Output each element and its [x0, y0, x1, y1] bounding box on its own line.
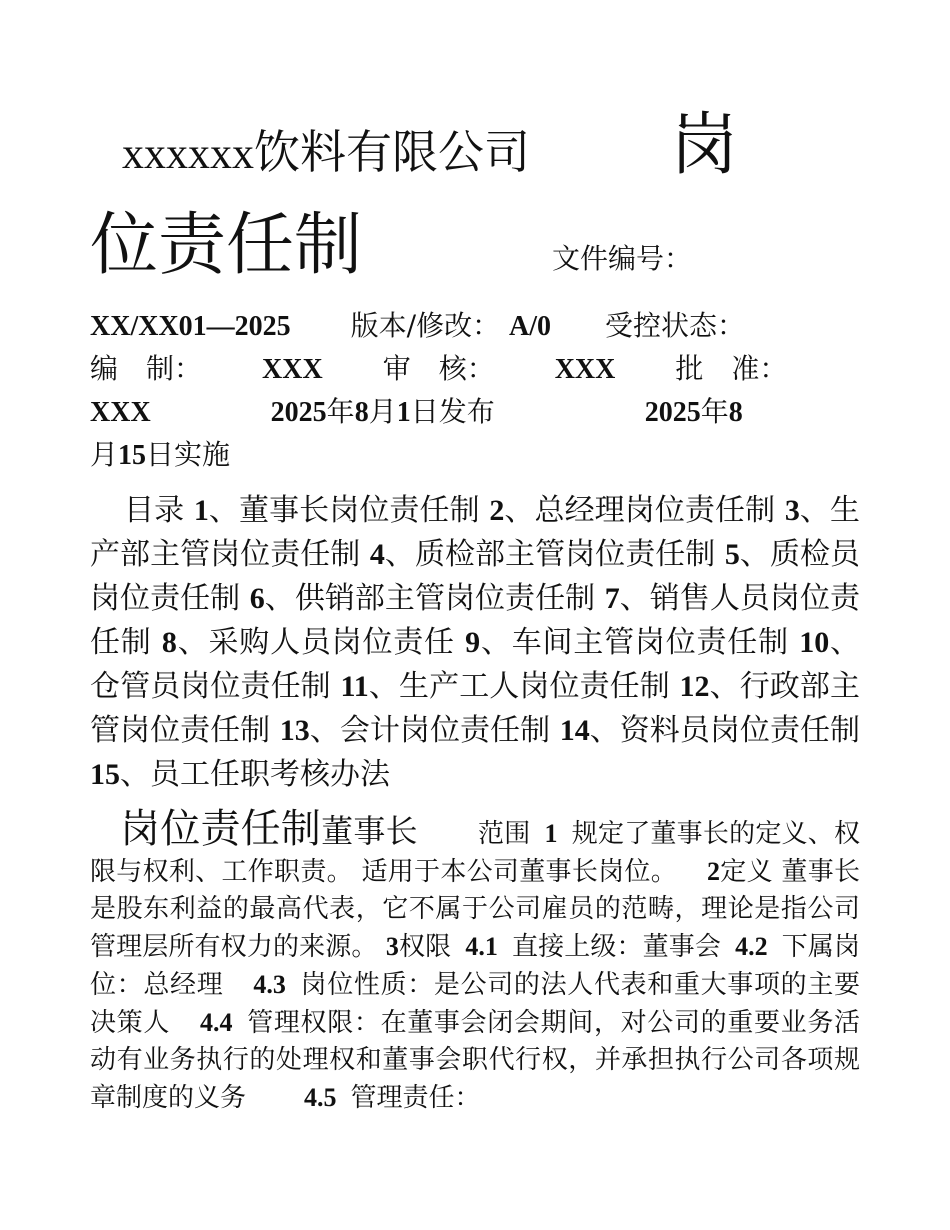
item-4-1-number: 4.1	[465, 932, 498, 961]
item-4-2-number: 4.2	[735, 932, 768, 961]
toc-item: 6、供销部主管岗位责任制	[249, 581, 596, 616]
toc-item: 4、质检部主管岗位责任制	[369, 537, 716, 572]
toc-item: 15、员工任职考核办法	[90, 757, 390, 792]
item-4-3-text: 岗位性质：是公司的法人代表和重大事项的主要决策人	[90, 970, 860, 1038]
version-label: 版本/修改：	[350, 309, 501, 342]
toc-item: 3、生产部主管岗位责任制	[90, 493, 860, 572]
section-subheading: 董事长	[321, 812, 418, 850]
item-4-2-text: 下属岗位：总经理	[90, 932, 860, 1000]
table-of-contents	[90, 489, 860, 797]
title-rest: 位责任制	[90, 206, 363, 285]
toc-item: 9、车间主管岗位责任制	[465, 625, 789, 660]
reviewer-value: XXX	[554, 354, 616, 385]
toc-item: 2、总经理岗位责任制	[489, 493, 776, 528]
toc-item: 12、行政部主管岗位责任制	[90, 669, 861, 748]
title-char-first: 岗	[670, 106, 739, 185]
compiler-value: XXX	[262, 354, 323, 385]
toc-item: 13、会计岗位责任制	[279, 713, 551, 748]
release-date: 2025年8月1日发布	[270, 395, 495, 428]
definition-number: 2	[706, 857, 720, 886]
toc-item: 5、质检员岗位责任制	[90, 537, 861, 616]
approver-label: 批 准：	[675, 352, 788, 385]
toc-item: 14、资料员岗位责任制	[559, 713, 861, 748]
item-4-3-number: 4.3	[253, 970, 286, 999]
item-4-5-number: 4.5	[304, 1083, 337, 1112]
document-page	[90, 100, 860, 1117]
company-name-cn: 饮料有限公司	[254, 125, 530, 179]
version-value: A/0	[509, 311, 552, 342]
toc-item: 11、生产工人岗位责任制	[340, 669, 670, 704]
item-4-1-text: 直接上级：董事会	[511, 932, 722, 962]
scope-label: 范围	[477, 819, 531, 849]
item-4-5-text: 管理责任：	[350, 1083, 481, 1113]
toc-item: 1、董事长岗位责任制	[193, 493, 480, 528]
toc-item: 7、销售人员岗位责任制	[90, 581, 861, 660]
item-4-4-number: 4.4	[200, 1008, 233, 1037]
authority-number: 3	[385, 932, 399, 961]
section-heading: 岗位责任制	[120, 806, 322, 852]
document-meta	[90, 305, 860, 477]
reviewer-label: 审 核：	[382, 352, 495, 385]
document-title	[90, 100, 860, 305]
company-name-latin: xxxxxx	[122, 129, 254, 178]
approver-value: XXX	[90, 397, 151, 428]
definition-text: 定义 董事长是股东利益的最高代表，它不属于公司雇员的范畴，理论是指公司管理层所有权力的来源。	[90, 857, 861, 962]
scope-number: 1	[544, 819, 558, 848]
section-chairman	[90, 806, 861, 1117]
file-number-label: 文件编号：	[552, 242, 693, 275]
toc-item: 8、采购人员岗位责任	[161, 625, 455, 660]
item-4-4-text: 管理权限：在董事会闭会期间，对公司的重要业务活动有业务执行的处理权和董事会职代行权，并承担执行公司各项规章制度的义务	[90, 1008, 860, 1113]
file-number-value: XX/XX01—2025	[90, 311, 291, 342]
compiler-label: 编 制：	[90, 352, 203, 385]
authority-label: 权限	[398, 932, 452, 962]
effective-date: 2025年8 月15日实施	[90, 395, 743, 471]
toc-item: 10、仓管员岗位责任制	[90, 625, 860, 704]
scope-text: 规定了董事长的定义、权限与权利、工作职责。 适用于本公司董事长岗位。	[90, 819, 860, 887]
toc-label: 目录	[124, 493, 185, 528]
control-status-label: 受控状态：	[605, 309, 746, 342]
